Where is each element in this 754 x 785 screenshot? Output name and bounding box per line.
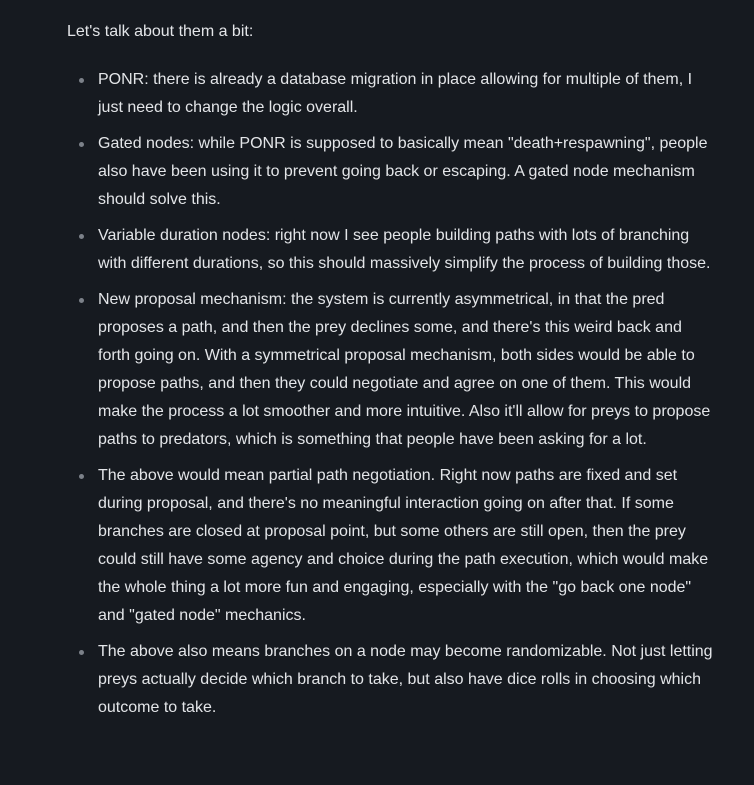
bullet-list bbox=[67, 66, 717, 730]
bullet-dot-icon bbox=[79, 78, 84, 83]
list-item-text: New proposal mechanism: the system is currently asymmetrical, in that the pred proposes a path, and then the prey declines some, and there's this weird back and forth going on. With a symmetrical proposal mechanism, both sides would be able to propose paths, and then they could negotiate and agree on one of them. This would make the process a lot smoother and more intuitive. Also it'll allow for preys to propose paths to predators, which is something that people have been asking for a lot. bbox=[98, 291, 711, 448]
list-item-text: Variable duration nodes: right now I see people building paths with lots of branching with different durations, so this should massively simplify the process of building those. bbox=[98, 227, 711, 272]
list-item bbox=[67, 638, 717, 722]
list-item bbox=[67, 130, 717, 214]
list-item-text: PONR: there is already a database migration in place allowing for multiple of them, I just need to change the logic overall. bbox=[98, 71, 693, 116]
bullet-dot-icon bbox=[79, 234, 84, 239]
bullet-dot-icon bbox=[79, 298, 84, 303]
list-item-text: Gated nodes: while PONR is supposed to basically mean "death+respawning", people also have been using it to prevent going back or escaping. A gated node mechanism should solve this. bbox=[98, 135, 708, 208]
list-item bbox=[67, 286, 717, 454]
list-item-text: The above also means branches on a node may become randomizable. Not just letting preys actually decide which branch to take, but also have dice rolls in choosing which outcome to take. bbox=[98, 643, 713, 716]
list-item bbox=[67, 462, 717, 630]
intro-text: Let's talk about them a bit: bbox=[67, 23, 254, 40]
bullet-dot-icon bbox=[79, 474, 84, 479]
list-item bbox=[67, 222, 717, 278]
bullet-dot-icon bbox=[79, 142, 84, 147]
list-item bbox=[67, 66, 717, 122]
list-item-text: The above would mean partial path negotiation. Right now paths are fixed and set during proposal, and there's no meaningful interaction going on after that. If some branches are closed at proposal point, but some others are still open, then the prey could still have some agency and choice during the path execution, which would make the whole thing a lot more fun and engaging, especially with the "go back one node" and "gated node" mechanics. bbox=[98, 467, 709, 624]
bullet-dot-icon bbox=[79, 650, 84, 655]
